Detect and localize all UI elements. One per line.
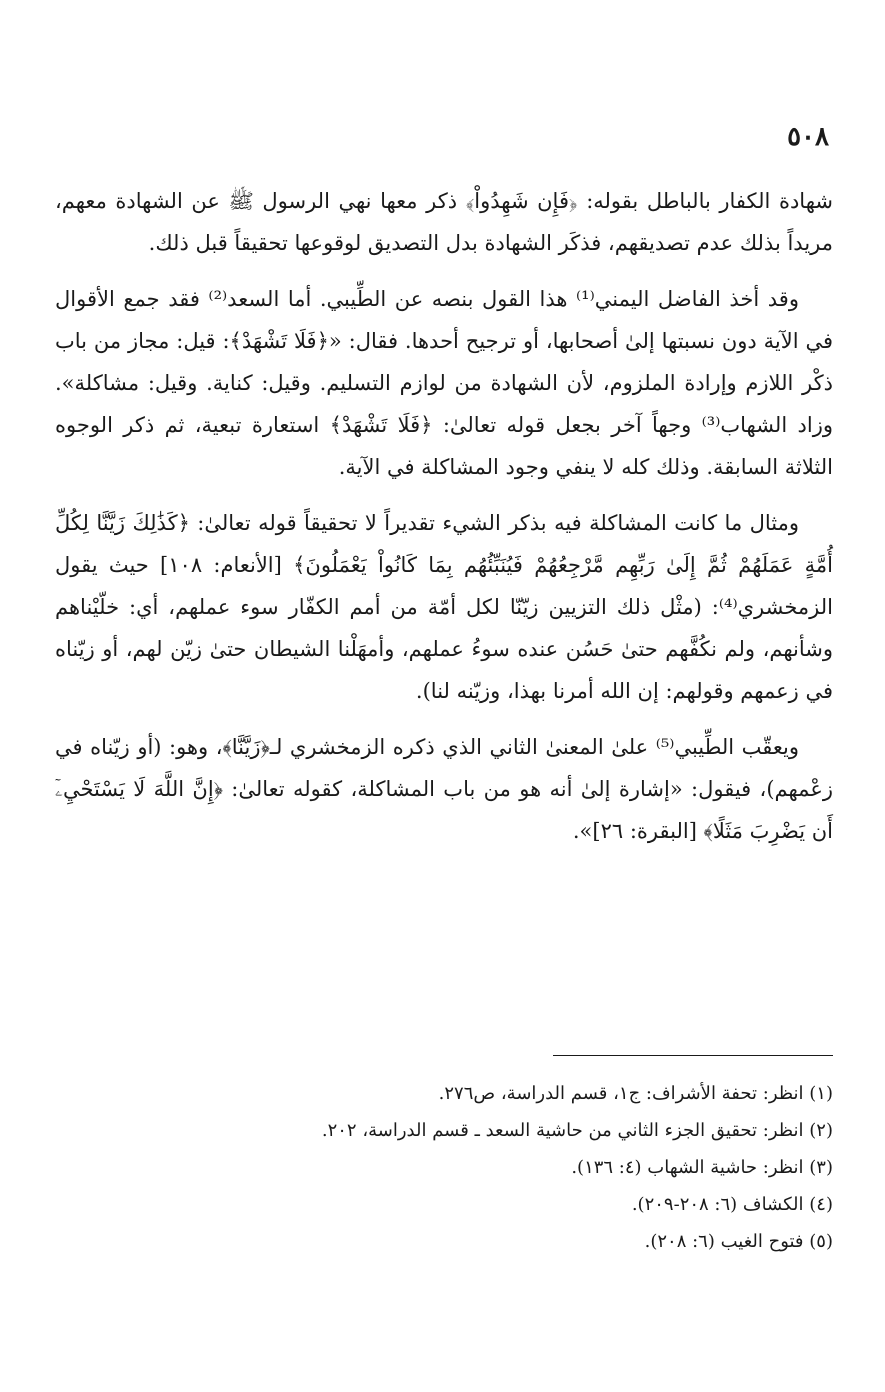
page-number: ٥٠٨ (787, 122, 829, 152)
footnote-5: (٥) فتوح الغيب (٦: ٢٠٨). (644, 1231, 833, 1252)
footnote-divider (553, 1055, 833, 1056)
footnote-3: (٣) انظر: حاشية الشهاب (٤: ١٣٦). (571, 1157, 833, 1178)
footnote-4: (٤) الكشاف (٦: ٢٠٨-٢٠٩). (631, 1194, 833, 1215)
footnote-1: (١) انظر: تحفة الأشراف: ج١، قسم الدراسة، ص٢٧٦. (438, 1083, 833, 1104)
paragraph-1: شهادة الكفار بالباطل بقوله: ﴿فَإِن شَهِدُواْ﴾ ذكر معها نهي الرسول ﷺ عن الشهادة معهم، مريداً بذلك عدم تصديقهم، فذكَر الشهادة بدل التصديق لوقوعها تحقيقاً قبل ذلك. (55, 189, 833, 255)
paragraph-2: وقد أخذ الفاضل اليمني⁽¹⁾ هذا القول بنصه عن الطِّيبي. أما السعد⁽²⁾ فقد جمع الأقوال في الآية دون نسبتها إلىٰ أصحابها، أو ترجيح أحدها. فقال: «﴿فَلَا تَشْهَدْ﴾: قيل: مجاز من باب ذكْر اللازم وإرادة الملزوم، لأن الشهادة من لوازم التسليم. وقيل: كناية. وقيل: مشاكلة». وزاد الشهاب⁽³⁾ وجهاً آخر بجعل قوله تعالىٰ: ﴿فَلَا تَشْهَدْ﴾ استعارة تبعية، ثم ذكر الوجوه الثلاثة السابقة. وذلك كله لا ينفي وجود المشاكلة في الآية. (55, 287, 833, 479)
paragraph-4: ويعقّب الطِّيبي⁽⁵⁾ علىٰ المعنىٰ الثاني الذي ذكره الزمخشري لـ﴿زَيَّنَّا﴾، وهو: (أو زيّناه في زعْمهم)، فيقول: «إشارة إلىٰ أنه هو من باب المشاكلة، كقوله تعالىٰ: ﴿إِنَّ اللَّهَ لَا يَسْتَحْيِۦٓ أَن يَضْرِبَ مَثَلًا﴾ [البقرة: ٢٦]». (55, 735, 833, 843)
footnotes (55, 1075, 833, 1260)
body-text (55, 180, 833, 866)
footnote-2: (٢) انظر: تحقيق الجزء الثاني من حاشية السعد ـ قسم الدراسة، ٢٠٢. (321, 1120, 833, 1141)
paragraph-3: ومثال ما كانت المشاكلة فيه بذكر الشيء تقديراً لا تحقيقاً قوله تعالىٰ: ﴿كَذَٰلِكَ زَيَّنَّا لِكُلِّ أُمَّةٍ عَمَلَهُمْ ثُمَّ إِلَىٰ رَبِّهِم مَّرْجِعُهُمْ فَيُنَبِّئُهُم بِمَا كَانُواْ يَعْمَلُونَ﴾ [الأنعام: ١٠٨] حيث يقول الزمخشري⁽⁴⁾: (مثْل ذلك التزيين زيّنّا لكل أمّة من أمم الكفّار سوء عملهم، أي: خلّيْناهم وشأنهم، ولم نكُفَّهم حتىٰ حَسُن عنده سوءُ عملهم، وأمهَلْنا الشيطان حتىٰ زيّن لهم، أو زيّناه في زعمهم وقولهم: إن الله أمرنا بهذا، وزيّنه لنا). (55, 511, 833, 703)
